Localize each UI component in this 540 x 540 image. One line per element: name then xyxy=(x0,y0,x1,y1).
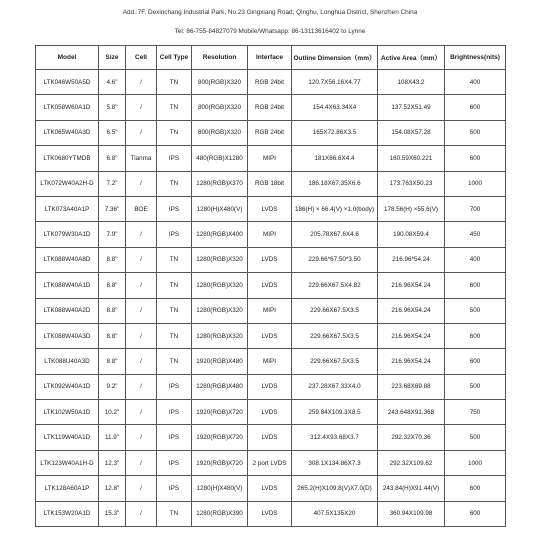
table-cell: LTK072W40A2H-D xyxy=(36,171,99,196)
table-cell: 1280(RGB)X400 xyxy=(192,222,248,247)
table-cell: / xyxy=(126,323,157,348)
table-row xyxy=(36,323,506,348)
table-cell: 7.9" xyxy=(99,222,126,247)
table-cell: / xyxy=(126,273,157,298)
table-cell: 1280(RGB)X370 xyxy=(192,171,248,196)
table-header-row xyxy=(36,46,506,70)
table-cell: 5.8" xyxy=(99,95,126,120)
table-cell: 12.8" xyxy=(99,476,126,501)
table-cell: 243.648X91.368 xyxy=(378,400,445,425)
table-cell: IPS xyxy=(157,196,192,221)
table-cell: LVDS xyxy=(248,400,292,425)
table-row xyxy=(36,120,506,145)
table-cell: LVDS xyxy=(248,476,292,501)
table-cell: / xyxy=(126,298,157,323)
table-row xyxy=(36,222,506,247)
table-cell: 1280(RGB)X320 xyxy=(192,298,248,323)
table-cell: LTK065W40A3D xyxy=(36,120,99,145)
table-cell: 8.8" xyxy=(99,247,126,272)
table-row xyxy=(36,273,506,298)
table-cell: LTK0680YTMDB xyxy=(36,146,99,171)
table-cell: TN xyxy=(157,273,192,298)
table-cell: / xyxy=(126,247,157,272)
table-cell: 1280(RGB)X320 xyxy=(192,247,248,272)
table-cell: 292.32X109.62 xyxy=(378,450,445,475)
table-cell: 1920(RGB)X480 xyxy=(192,349,248,374)
table-cell: LTK046W50A5D xyxy=(36,70,99,95)
table-cell: TN xyxy=(157,95,192,120)
table-cell: 1920(RGB)X720 xyxy=(192,425,248,450)
table-cell: 1280(RGB)X320 xyxy=(192,323,248,348)
table-cell: 1280(RGB)X390 xyxy=(192,501,248,526)
column-header: Cell xyxy=(126,46,157,70)
table-cell: 229.66X67.5X3.5 xyxy=(292,298,378,323)
table-cell: 11.9" xyxy=(99,425,126,450)
table-cell: 4.6" xyxy=(99,70,126,95)
column-header: Size xyxy=(99,46,126,70)
table-row xyxy=(36,450,506,475)
table-cell: IPS xyxy=(157,450,192,475)
table-cell: 229.66X67.5X4.82 xyxy=(292,273,378,298)
table-cell: 1000 xyxy=(445,450,506,475)
table-cell: 1280(RGB)X320 xyxy=(192,273,248,298)
column-header: Resolution xyxy=(192,46,248,70)
table-cell: 160.59X60.221 xyxy=(378,146,445,171)
table-cell: LTK128A60A1P xyxy=(36,476,99,501)
table-cell: 1920(RGB)X720 xyxy=(192,400,248,425)
table-cell: LVDS xyxy=(248,273,292,298)
column-header: Interface xyxy=(248,46,292,70)
table-cell: 173.763X50.23 xyxy=(378,171,445,196)
table-cell: LTK079W30A1D xyxy=(36,222,99,247)
table-cell: LTK088W40A2D xyxy=(36,298,99,323)
table-cell: 600 xyxy=(445,146,506,171)
table-cell: / xyxy=(126,222,157,247)
column-header: Cell Type xyxy=(157,46,192,70)
table-cell: / xyxy=(126,70,157,95)
table-cell: LVDS xyxy=(248,196,292,221)
table-cell: LTK092W40A1D xyxy=(36,374,99,399)
table-cell: LTK153W20A1D xyxy=(36,501,99,526)
table-cell: 186.18X67.35X6.6 xyxy=(292,171,378,196)
table-cell: 800(RGB)X320 xyxy=(192,70,248,95)
table-cell: / xyxy=(126,450,157,475)
table-cell: LVDS xyxy=(248,247,292,272)
table-cell: 7.36" xyxy=(99,196,126,221)
table-cell: 8.8" xyxy=(99,273,126,298)
table-cell: 600 xyxy=(445,501,506,526)
table-cell: 8.8" xyxy=(99,349,126,374)
table-cell: 2 port LVDS xyxy=(248,450,292,475)
table-row xyxy=(36,298,506,323)
table-row xyxy=(36,247,506,272)
table-cell: LTK102W50A1D xyxy=(36,400,99,425)
table-cell: 750 xyxy=(445,400,506,425)
column-header: Outline Dimension（mm） xyxy=(292,46,378,70)
table-cell: 400 xyxy=(445,70,506,95)
table-cell: / xyxy=(126,374,157,399)
table-cell: 237.28X67.33X4.0 xyxy=(292,374,378,399)
table-row xyxy=(36,400,506,425)
table-cell: 181X66.6X4.4 xyxy=(292,146,378,171)
table-cell: 190.08X59.4 xyxy=(378,222,445,247)
table-cell: TN xyxy=(157,120,192,145)
spec-table-container xyxy=(35,45,505,527)
table-cell: LTK088U40A3D xyxy=(36,349,99,374)
table-cell: 154.4X63.34X4 xyxy=(292,95,378,120)
table-cell: TN xyxy=(157,171,192,196)
table-cell: 1920(RGB)X720 xyxy=(192,450,248,475)
column-header: Brightness(nits) xyxy=(445,46,506,70)
table-cell: 480(RGB)X1280 xyxy=(192,146,248,171)
table-cell: LTK088W40A8D xyxy=(36,247,99,272)
table-cell: LTK088W40A3D xyxy=(36,323,99,348)
table-cell: LTK088W40A1D xyxy=(36,273,99,298)
table-cell: 308.1X134.86X7.3 xyxy=(292,450,378,475)
table-row xyxy=(36,146,506,171)
table-cell: IPS xyxy=(157,146,192,171)
table-cell: 1000 xyxy=(445,171,506,196)
table-cell: IPS xyxy=(157,374,192,399)
table-cell: RGB 24bit xyxy=(248,70,292,95)
table-cell: MIPI xyxy=(248,349,292,374)
table-cell: TN xyxy=(157,323,192,348)
table-cell: 120.7X56.16X4.77 xyxy=(292,70,378,95)
table-cell: 216.96*54.24 xyxy=(378,247,445,272)
table-cell: TN xyxy=(157,298,192,323)
table-cell: 500 xyxy=(445,120,506,145)
table-row xyxy=(36,425,506,450)
table-cell: 265.2(H)X109.8(V)X7.0(D) xyxy=(292,476,378,501)
table-cell: 243.84(H)X91.44(V) xyxy=(378,476,445,501)
table-cell: 600 xyxy=(445,349,506,374)
table-cell: BOE xyxy=(126,196,157,221)
company-address: Add.:7F, Dexinchang Industrial Park, No.23 Gingxiang Road, Qinghu, Longhua District, Shenzhen China xyxy=(122,9,418,16)
table-cell: 500 xyxy=(445,298,506,323)
table-cell: 154.08X57.28 xyxy=(378,120,445,145)
table-cell: 6.8" xyxy=(99,146,126,171)
table-cell: 600 xyxy=(445,476,506,501)
table-cell: / xyxy=(126,425,157,450)
table-cell: / xyxy=(126,400,157,425)
table-cell: LVDS xyxy=(248,501,292,526)
table-cell: 600 xyxy=(445,323,506,348)
table-cell: 600 xyxy=(445,273,506,298)
table-cell: MIPI xyxy=(248,298,292,323)
company-contact: Tel: 86-755-84827079 Mobile/Whatsapp: 86-13113616402 to Lynne xyxy=(174,28,366,35)
table-cell: LTK058W60A1D xyxy=(36,95,99,120)
table-row xyxy=(36,476,506,501)
table-cell: 450 xyxy=(445,222,506,247)
table-cell: 800(RGB)X320 xyxy=(192,120,248,145)
table-cell: 259.84X109.3X8.5 xyxy=(292,400,378,425)
table-cell: MIPI xyxy=(248,146,292,171)
table-cell: 137.52X51.49 xyxy=(378,95,445,120)
table-cell: 9.2" xyxy=(99,374,126,399)
table-cell: 1280(RGB)X480 xyxy=(192,374,248,399)
table-cell: MIPI xyxy=(248,222,292,247)
table-cell: LTK123W40A1H-D xyxy=(36,450,99,475)
table-cell: 229.66X67.5X3.5 xyxy=(292,323,378,348)
table-cell: TN xyxy=(157,501,192,526)
table-cell: 216.96X54.24 xyxy=(378,298,445,323)
table-row xyxy=(36,196,506,221)
table-cell: 205.78X67.6X4.6 xyxy=(292,222,378,247)
table-cell: Tianma xyxy=(126,146,157,171)
table-cell: LTK119W40A1D xyxy=(36,425,99,450)
table-cell: 216.96X54.24 xyxy=(378,323,445,348)
table-cell: IPS xyxy=(157,476,192,501)
table-body xyxy=(36,70,506,527)
column-header: Active Area（mm） xyxy=(378,46,445,70)
table-cell: / xyxy=(126,171,157,196)
table-cell: 6.5" xyxy=(99,120,126,145)
table-cell: 312.4X93.68X3.7 xyxy=(292,425,378,450)
table-cell: 15.3" xyxy=(99,501,126,526)
table-cell: 360.94X109.98 xyxy=(378,501,445,526)
table-cell: LTK073A40A1P xyxy=(36,196,99,221)
table-cell: 229.66*67.50*3.50 xyxy=(292,247,378,272)
table-row xyxy=(36,95,506,120)
table-cell: / xyxy=(126,349,157,374)
table-cell: 186(H) × 66.4(V) ×1.0(body) xyxy=(292,196,378,221)
table-cell: 292.32X70.36 xyxy=(378,425,445,450)
table-cell: RGB 18bit xyxy=(248,171,292,196)
table-cell: 407.5X135X20 xyxy=(292,501,378,526)
table-cell: IPS xyxy=(157,400,192,425)
table-cell: 223.68X69.88 xyxy=(378,374,445,399)
table-cell: 178.56(H) ×55.6(V) xyxy=(378,196,445,221)
table-cell: TN xyxy=(157,70,192,95)
table-cell: 7.2" xyxy=(99,171,126,196)
table-cell: / xyxy=(126,95,157,120)
table-cell: 216.96X54.24 xyxy=(378,273,445,298)
table-cell: 216.96X54.24 xyxy=(378,349,445,374)
table-cell: 1280(H)X480(V) xyxy=(192,196,248,221)
table-cell: 600 xyxy=(445,95,506,120)
table-row xyxy=(36,374,506,399)
table-row xyxy=(36,70,506,95)
table-cell: 12.3" xyxy=(99,450,126,475)
table-cell: 500 xyxy=(445,374,506,399)
table-row xyxy=(36,501,506,526)
table-cell: LVDS xyxy=(248,374,292,399)
table-cell: 500 xyxy=(445,425,506,450)
table-cell: TN xyxy=(157,349,192,374)
table-cell: LVDS xyxy=(248,425,292,450)
column-header: Model xyxy=(36,46,99,70)
spec-table xyxy=(35,45,506,527)
table-cell: RGB 24bit xyxy=(248,95,292,120)
table-row xyxy=(36,349,506,374)
table-cell: 700 xyxy=(445,196,506,221)
table-cell: 8.8" xyxy=(99,298,126,323)
table-cell: TN xyxy=(157,247,192,272)
table-cell: 229.66X67.5X3.5 xyxy=(292,349,378,374)
table-cell: IPS xyxy=(157,425,192,450)
table-cell: / xyxy=(126,476,157,501)
table-cell: / xyxy=(126,501,157,526)
table-row xyxy=(36,171,506,196)
table-cell: 800(RGB)X320 xyxy=(192,95,248,120)
table-cell: RGB 24bit xyxy=(248,120,292,145)
table-cell: 165X72.86X3.5 xyxy=(292,120,378,145)
table-cell: LVDS xyxy=(248,323,292,348)
table-cell: / xyxy=(126,120,157,145)
table-cell: 8.8" xyxy=(99,323,126,348)
table-cell: IPS xyxy=(157,222,192,247)
table-cell: 108X43.2 xyxy=(378,70,445,95)
table-cell: 10.2" xyxy=(99,400,126,425)
table-cell: 1280(H)X480(V) xyxy=(192,476,248,501)
table-cell: 400 xyxy=(445,247,506,272)
